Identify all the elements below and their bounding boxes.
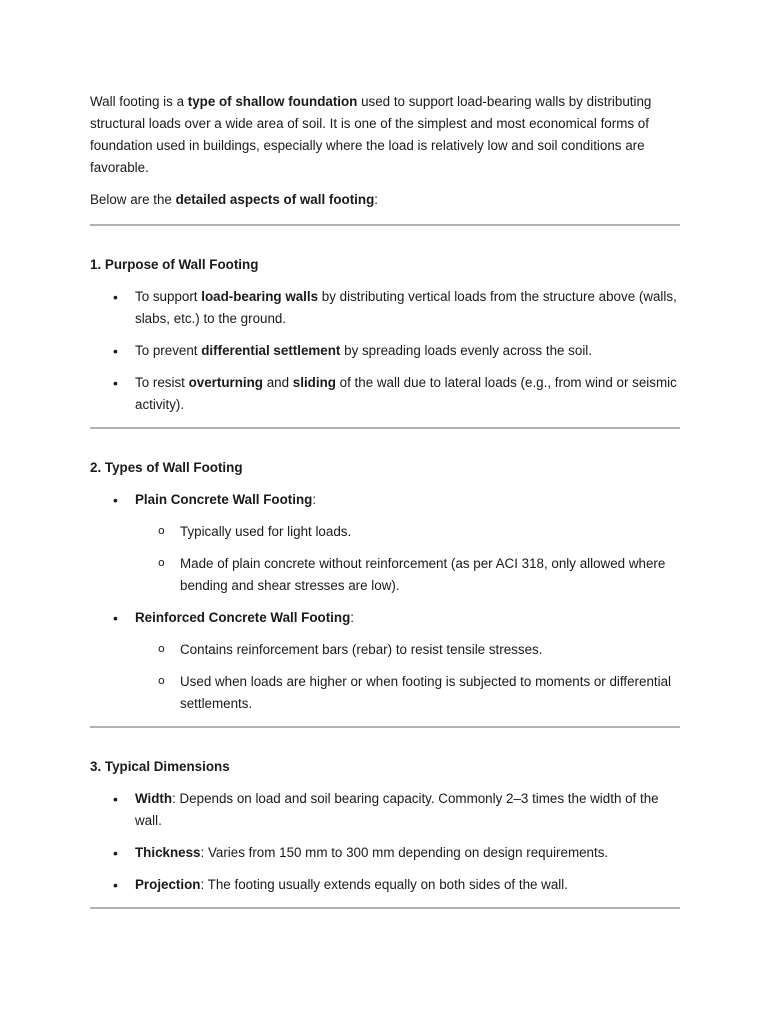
sub-list-item: o Contains reinforcement bars (rebar) to resist tensile stresses. <box>180 639 680 661</box>
list-item <box>135 788 680 832</box>
dimension-label: Projection <box>135 877 201 892</box>
dimension-label: Width <box>135 791 173 806</box>
sub-list <box>135 639 680 715</box>
intro-paragraph <box>90 91 680 179</box>
list-item <box>135 874 680 896</box>
section-divider <box>90 907 680 909</box>
list-item <box>135 842 680 864</box>
type-colon: : <box>350 610 354 625</box>
intro-bold-text: type of shallow foundation <box>187 94 358 109</box>
list-item <box>135 607 680 715</box>
section-heading-purpose: 1. Purpose of Wall Footing <box>90 257 259 272</box>
dimension-text: : Depends on load and soil bearing capacity. Commonly 2–3 times the width of the wall. <box>135 791 659 828</box>
item-text: of the wall due to lateral loads (e.g., from wind or seismic activity). <box>135 375 677 412</box>
item-text: To resist <box>135 375 189 390</box>
section-heading-types: 2. Types of Wall Footing <box>90 460 243 475</box>
section-divider <box>90 427 680 429</box>
type-label: Reinforced Concrete Wall Footing <box>135 610 351 625</box>
item-bold-text: differential settlement <box>201 343 341 358</box>
item-text: and <box>262 375 293 390</box>
sub-list-item: o Made of plain concrete without reinforcement (as per ACI 318, only allowed where bending and shear stresses are low). <box>180 553 680 597</box>
sub-list-item: o Typically used for light loads. <box>180 521 680 543</box>
item-text: To prevent <box>135 343 202 358</box>
type-colon: : <box>312 492 317 507</box>
type-label: Plain Concrete Wall Footing <box>135 492 313 507</box>
lead-in-bold-text: detailed aspects of wall footing <box>175 192 375 207</box>
sub-list <box>135 521 680 597</box>
dimension-text: : Varies from 150 mm to 300 mm depending on design requirements. <box>200 845 609 860</box>
intro-text: Wall footing is a <box>90 94 188 109</box>
document-content <box>90 91 680 909</box>
dimension-text: : The footing usually extends equally on both sides of the wall. <box>200 877 568 892</box>
list-item <box>135 286 680 330</box>
section-divider <box>90 726 680 728</box>
list-item <box>135 340 680 362</box>
dimension-label: Thickness <box>135 845 201 860</box>
item-bold-text: sliding <box>292 375 336 390</box>
list-item <box>135 489 680 597</box>
sub-list-item: o Used when loads are higher or when footing is subjected to moments or differential settlements. <box>180 671 680 715</box>
intro-lead-in <box>90 189 680 211</box>
lead-in-text: Below are the <box>90 192 176 207</box>
item-text: To support <box>135 289 202 304</box>
list-item <box>135 372 680 416</box>
item-text: by distributing vertical loads from the structure above (walls, slabs, etc.) to the ground. <box>135 289 677 326</box>
section-divider <box>90 224 680 226</box>
item-bold-text: overturning <box>188 375 263 390</box>
lead-in-colon: : <box>374 192 378 207</box>
item-bold-text: load-bearing walls <box>201 289 319 304</box>
dimensions-list <box>90 788 680 896</box>
intro-text: used to support load-bearing walls by distributing structural loads over a wide area of soil. It is one of the simplest and most economical forms of foundation used in buildings, especially where the load is relatively low and soil conditions are favorable. <box>90 94 652 175</box>
item-text: by spreading loads evenly across the soil. <box>340 343 592 358</box>
types-list <box>90 489 680 715</box>
purpose-list <box>90 286 680 416</box>
section-heading-dimensions: 3. Typical Dimensions <box>90 759 230 774</box>
